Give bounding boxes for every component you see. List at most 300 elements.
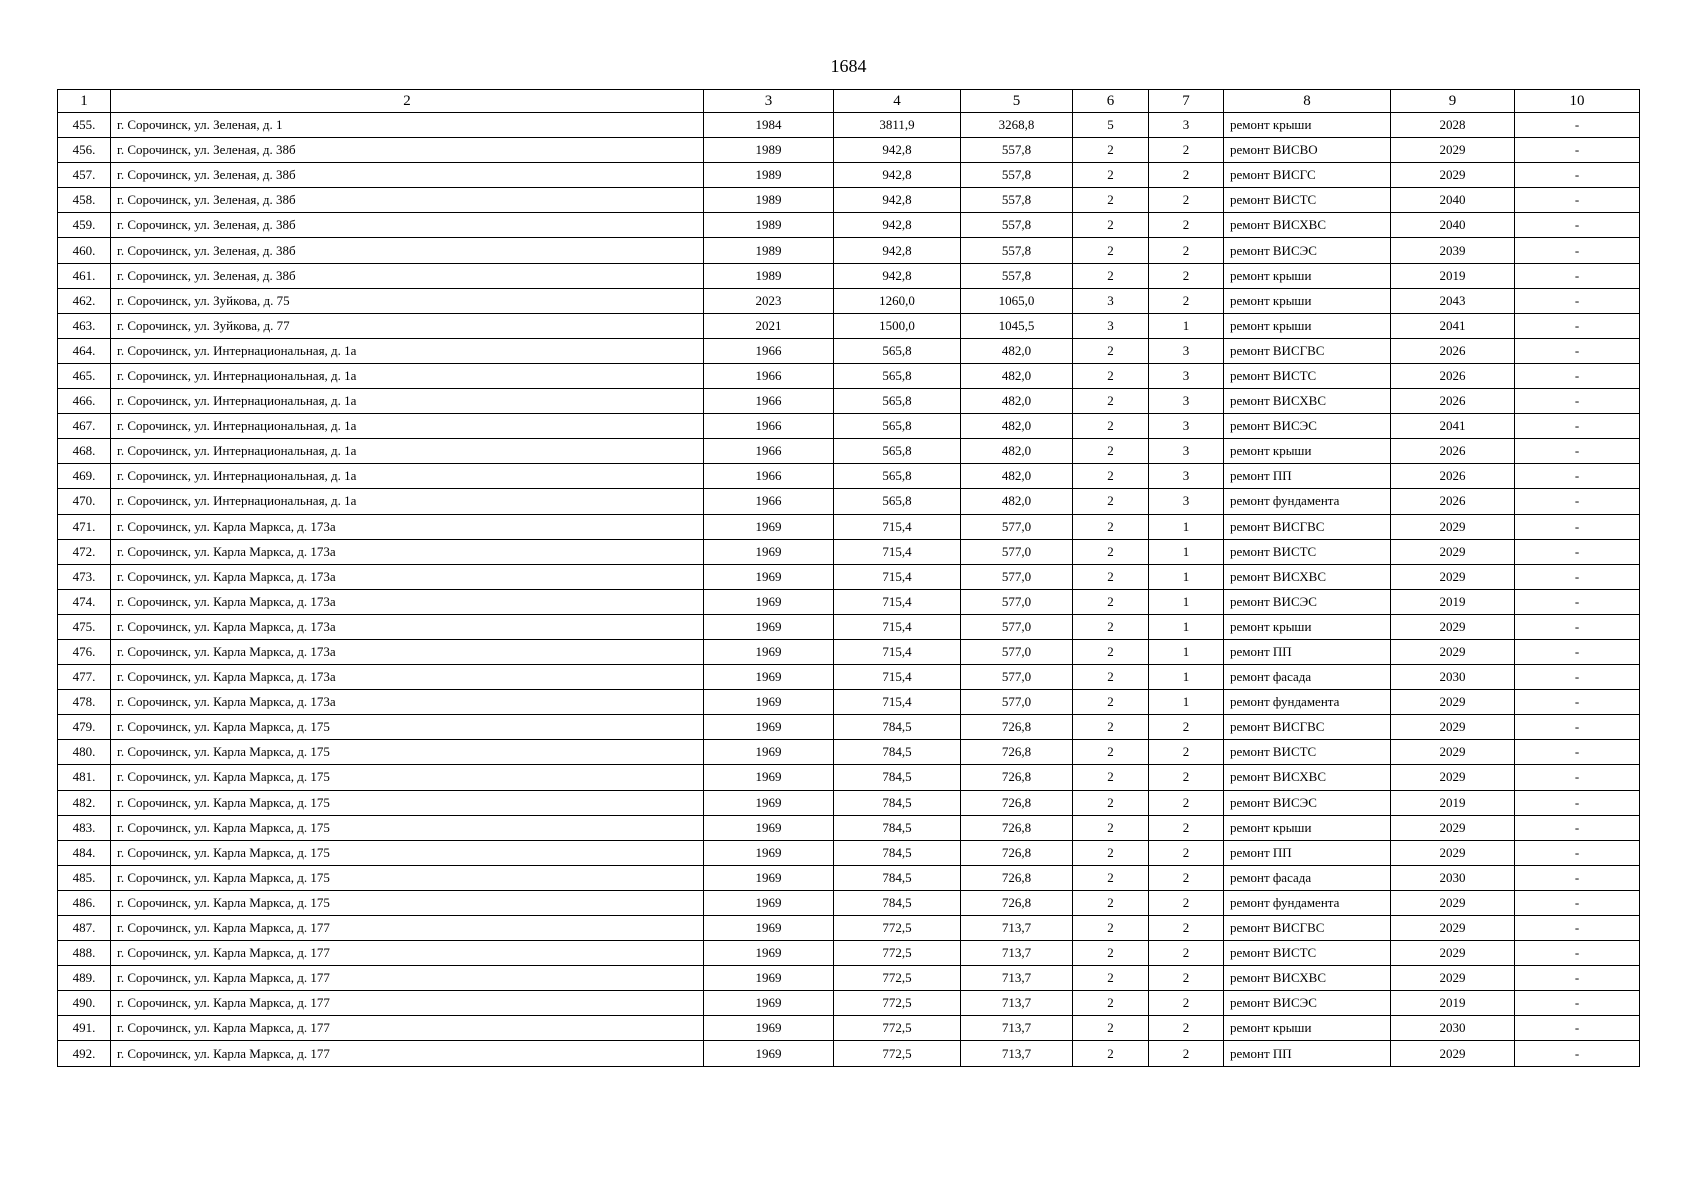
entrances-cell: 3 bbox=[1149, 489, 1224, 514]
year-built-cell: 1969 bbox=[704, 966, 834, 991]
floors-cell: 2 bbox=[1073, 464, 1149, 489]
row-number-cell: 476. bbox=[58, 639, 111, 664]
entrances-cell: 1 bbox=[1149, 639, 1224, 664]
row-number-cell: 478. bbox=[58, 690, 111, 715]
total-area-cell: 784,5 bbox=[834, 790, 961, 815]
row-number-cell: 463. bbox=[58, 313, 111, 338]
floors-cell: 5 bbox=[1073, 113, 1149, 138]
row-number-cell: 457. bbox=[58, 163, 111, 188]
year-built-cell: 1969 bbox=[704, 765, 834, 790]
living-area-cell: 577,0 bbox=[961, 690, 1073, 715]
floors-cell: 2 bbox=[1073, 414, 1149, 439]
total-area-cell: 942,8 bbox=[834, 238, 961, 263]
year-built-cell: 1969 bbox=[704, 815, 834, 840]
living-area-cell: 1045,5 bbox=[961, 313, 1073, 338]
row-number-cell: 487. bbox=[58, 916, 111, 941]
work-type-cell: ремонт фундамента bbox=[1224, 489, 1391, 514]
address-cell: г. Сорочинск, ул. Карла Маркса, д. 175 bbox=[111, 790, 704, 815]
table-row bbox=[58, 614, 1640, 639]
planned-year-cell: 2029 bbox=[1391, 966, 1515, 991]
living-area-cell: 482,0 bbox=[961, 338, 1073, 363]
total-area-cell: 715,4 bbox=[834, 665, 961, 690]
address-cell: г. Сорочинск, ул. Карла Маркса, д. 177 bbox=[111, 916, 704, 941]
work-type-cell: ремонт крыши bbox=[1224, 815, 1391, 840]
page-number: 1684 bbox=[830, 56, 867, 76]
year-built-cell: 1969 bbox=[704, 514, 834, 539]
living-area-cell: 726,8 bbox=[961, 790, 1073, 815]
total-area-cell: 772,5 bbox=[834, 941, 961, 966]
address-cell: г. Сорочинск, ул. Карла Маркса, д. 175 bbox=[111, 840, 704, 865]
row-number-cell: 477. bbox=[58, 665, 111, 690]
work-type-cell: ремонт ВИСХВС bbox=[1224, 564, 1391, 589]
table-body bbox=[58, 113, 1640, 1067]
table-row bbox=[58, 589, 1640, 614]
entrances-cell: 2 bbox=[1149, 966, 1224, 991]
work-type-cell: ремонт крыши bbox=[1224, 614, 1391, 639]
note-cell: - bbox=[1515, 916, 1640, 941]
note-cell: - bbox=[1515, 941, 1640, 966]
total-area-cell: 772,5 bbox=[834, 916, 961, 941]
living-area-cell: 482,0 bbox=[961, 439, 1073, 464]
address-cell: г. Сорочинск, ул. Интернациональная, д. 1а bbox=[111, 338, 704, 363]
entrances-cell: 2 bbox=[1149, 213, 1224, 238]
row-number-cell: 490. bbox=[58, 991, 111, 1016]
year-built-cell: 1989 bbox=[704, 163, 834, 188]
address-cell: г. Сорочинск, ул. Карла Маркса, д. 177 bbox=[111, 1016, 704, 1041]
total-area-cell: 772,5 bbox=[834, 991, 961, 1016]
table-header-row bbox=[58, 90, 1640, 113]
note-cell: - bbox=[1515, 589, 1640, 614]
living-area-cell: 726,8 bbox=[961, 840, 1073, 865]
address-cell: г. Сорочинск, ул. Интернациональная, д. 1а bbox=[111, 489, 704, 514]
table-row bbox=[58, 715, 1640, 740]
total-area-cell: 715,4 bbox=[834, 564, 961, 589]
row-number-cell: 464. bbox=[58, 338, 111, 363]
table-row bbox=[58, 489, 1640, 514]
year-built-cell: 2021 bbox=[704, 313, 834, 338]
total-area-cell: 784,5 bbox=[834, 840, 961, 865]
year-built-cell: 1969 bbox=[704, 564, 834, 589]
living-area-cell: 557,8 bbox=[961, 238, 1073, 263]
total-area-cell: 715,4 bbox=[834, 589, 961, 614]
table-row bbox=[58, 890, 1640, 915]
floors-cell: 2 bbox=[1073, 489, 1149, 514]
address-cell: г. Сорочинск, ул. Карла Маркса, д. 173а bbox=[111, 589, 704, 614]
living-area-cell: 726,8 bbox=[961, 740, 1073, 765]
entrances-cell: 1 bbox=[1149, 690, 1224, 715]
work-type-cell: ремонт фундамента bbox=[1224, 690, 1391, 715]
planned-year-cell: 2029 bbox=[1391, 690, 1515, 715]
entrances-cell: 2 bbox=[1149, 815, 1224, 840]
work-type-cell: ремонт ВИСГС bbox=[1224, 163, 1391, 188]
note-cell: - bbox=[1515, 313, 1640, 338]
floors-cell: 2 bbox=[1073, 916, 1149, 941]
living-area-cell: 482,0 bbox=[961, 489, 1073, 514]
entrances-cell: 2 bbox=[1149, 1016, 1224, 1041]
floors-cell: 2 bbox=[1073, 665, 1149, 690]
work-type-cell: ремонт ВИСТС bbox=[1224, 539, 1391, 564]
living-area-cell: 726,8 bbox=[961, 715, 1073, 740]
total-area-cell: 942,8 bbox=[834, 138, 961, 163]
year-built-cell: 1966 bbox=[704, 414, 834, 439]
note-cell: - bbox=[1515, 765, 1640, 790]
note-cell: - bbox=[1515, 665, 1640, 690]
total-area-cell: 565,8 bbox=[834, 389, 961, 414]
living-area-cell: 713,7 bbox=[961, 966, 1073, 991]
planned-year-cell: 2029 bbox=[1391, 539, 1515, 564]
work-type-cell: ремонт ВИСЭС bbox=[1224, 991, 1391, 1016]
year-built-cell: 1966 bbox=[704, 464, 834, 489]
entrances-cell: 3 bbox=[1149, 464, 1224, 489]
address-cell: г. Сорочинск, ул. Карла Маркса, д. 177 bbox=[111, 941, 704, 966]
year-built-cell: 1969 bbox=[704, 690, 834, 715]
floors-cell: 2 bbox=[1073, 966, 1149, 991]
entrances-cell: 2 bbox=[1149, 740, 1224, 765]
total-area-cell: 565,8 bbox=[834, 489, 961, 514]
note-cell: - bbox=[1515, 539, 1640, 564]
planned-year-cell: 2029 bbox=[1391, 916, 1515, 941]
entrances-cell: 2 bbox=[1149, 138, 1224, 163]
row-number-cell: 485. bbox=[58, 865, 111, 890]
row-number-cell: 489. bbox=[58, 966, 111, 991]
address-cell: г. Сорочинск, ул. Зуйкова, д. 75 bbox=[111, 288, 704, 313]
planned-year-cell: 2040 bbox=[1391, 213, 1515, 238]
entrances-cell: 2 bbox=[1149, 263, 1224, 288]
work-type-cell: ремонт ПП bbox=[1224, 1041, 1391, 1066]
address-cell: г. Сорочинск, ул. Зуйкова, д. 77 bbox=[111, 313, 704, 338]
row-number-cell: 492. bbox=[58, 1041, 111, 1066]
planned-year-cell: 2019 bbox=[1391, 790, 1515, 815]
table-row bbox=[58, 439, 1640, 464]
total-area-cell: 1500,0 bbox=[834, 313, 961, 338]
total-area-cell: 715,4 bbox=[834, 514, 961, 539]
entrances-cell: 1 bbox=[1149, 589, 1224, 614]
row-number-cell: 474. bbox=[58, 589, 111, 614]
table-row bbox=[58, 389, 1640, 414]
living-area-cell: 482,0 bbox=[961, 464, 1073, 489]
entrances-cell: 2 bbox=[1149, 840, 1224, 865]
note-cell: - bbox=[1515, 690, 1640, 715]
row-number-cell: 470. bbox=[58, 489, 111, 514]
note-cell: - bbox=[1515, 715, 1640, 740]
note-cell: - bbox=[1515, 288, 1640, 313]
row-number-cell: 484. bbox=[58, 840, 111, 865]
row-number-cell: 473. bbox=[58, 564, 111, 589]
note-cell: - bbox=[1515, 815, 1640, 840]
table-row bbox=[58, 163, 1640, 188]
address-cell: г. Сорочинск, ул. Карла Маркса, д. 177 bbox=[111, 991, 704, 1016]
note-cell: - bbox=[1515, 414, 1640, 439]
address-cell: г. Сорочинск, ул. Карла Маркса, д. 173а bbox=[111, 639, 704, 664]
row-number-cell: 475. bbox=[58, 614, 111, 639]
floors-cell: 3 bbox=[1073, 288, 1149, 313]
year-built-cell: 1966 bbox=[704, 489, 834, 514]
living-area-cell: 713,7 bbox=[961, 941, 1073, 966]
living-area-cell: 1065,0 bbox=[961, 288, 1073, 313]
entrances-cell: 2 bbox=[1149, 188, 1224, 213]
address-cell: г. Сорочинск, ул. Зеленая, д. 38б bbox=[111, 213, 704, 238]
table-row bbox=[58, 865, 1640, 890]
table-row bbox=[58, 213, 1640, 238]
row-number-cell: 458. bbox=[58, 188, 111, 213]
planned-year-cell: 2041 bbox=[1391, 414, 1515, 439]
table-row bbox=[58, 740, 1640, 765]
floors-cell: 2 bbox=[1073, 865, 1149, 890]
total-area-cell: 565,8 bbox=[834, 363, 961, 388]
floors-cell: 3 bbox=[1073, 313, 1149, 338]
note-cell: - bbox=[1515, 489, 1640, 514]
year-built-cell: 1989 bbox=[704, 188, 834, 213]
entrances-cell: 2 bbox=[1149, 288, 1224, 313]
table-row bbox=[58, 313, 1640, 338]
note-cell: - bbox=[1515, 966, 1640, 991]
entrances-cell: 1 bbox=[1149, 313, 1224, 338]
planned-year-cell: 2029 bbox=[1391, 163, 1515, 188]
table-row bbox=[58, 639, 1640, 664]
planned-year-cell: 2026 bbox=[1391, 489, 1515, 514]
table-row bbox=[58, 363, 1640, 388]
floors-cell: 2 bbox=[1073, 263, 1149, 288]
total-area-cell: 565,8 bbox=[834, 414, 961, 439]
year-built-cell: 1969 bbox=[704, 639, 834, 664]
work-type-cell: ремонт ВИСЭС bbox=[1224, 589, 1391, 614]
address-cell: г. Сорочинск, ул. Интернациональная, д. 1а bbox=[111, 414, 704, 439]
floors-cell: 2 bbox=[1073, 514, 1149, 539]
entrances-cell: 2 bbox=[1149, 790, 1224, 815]
work-type-cell: ремонт ВИСТС bbox=[1224, 188, 1391, 213]
floors-cell: 2 bbox=[1073, 639, 1149, 664]
address-cell: г. Сорочинск, ул. Зеленая, д. 38б bbox=[111, 188, 704, 213]
table-row bbox=[58, 288, 1640, 313]
entrances-cell: 1 bbox=[1149, 665, 1224, 690]
note-cell: - bbox=[1515, 138, 1640, 163]
row-number-cell: 479. bbox=[58, 715, 111, 740]
floors-cell: 2 bbox=[1073, 991, 1149, 1016]
row-number-cell: 465. bbox=[58, 363, 111, 388]
table-row bbox=[58, 138, 1640, 163]
living-area-cell: 3268,8 bbox=[961, 113, 1073, 138]
table-row bbox=[58, 941, 1640, 966]
table-row bbox=[58, 238, 1640, 263]
row-number-cell: 462. bbox=[58, 288, 111, 313]
work-type-cell: ремонт фасада bbox=[1224, 665, 1391, 690]
total-area-cell: 784,5 bbox=[834, 865, 961, 890]
repair-schedule-table bbox=[57, 89, 1640, 1067]
year-built-cell: 1984 bbox=[704, 113, 834, 138]
entrances-cell: 2 bbox=[1149, 991, 1224, 1016]
living-area-cell: 557,8 bbox=[961, 213, 1073, 238]
planned-year-cell: 2029 bbox=[1391, 765, 1515, 790]
work-type-cell: ремонт крыши bbox=[1224, 439, 1391, 464]
column-header-2: 2 bbox=[111, 90, 704, 113]
floors-cell: 2 bbox=[1073, 238, 1149, 263]
work-type-cell: ремонт ВИСТС bbox=[1224, 941, 1391, 966]
row-number-cell: 459. bbox=[58, 213, 111, 238]
planned-year-cell: 2029 bbox=[1391, 1041, 1515, 1066]
planned-year-cell: 2029 bbox=[1391, 138, 1515, 163]
year-built-cell: 1989 bbox=[704, 238, 834, 263]
note-cell: - bbox=[1515, 238, 1640, 263]
total-area-cell: 942,8 bbox=[834, 163, 961, 188]
work-type-cell: ремонт ВИСХВС bbox=[1224, 966, 1391, 991]
address-cell: г. Сорочинск, ул. Карла Маркса, д. 177 bbox=[111, 1041, 704, 1066]
row-number-cell: 467. bbox=[58, 414, 111, 439]
entrances-cell: 1 bbox=[1149, 564, 1224, 589]
row-number-cell: 486. bbox=[58, 890, 111, 915]
living-area-cell: 577,0 bbox=[961, 514, 1073, 539]
work-type-cell: ремонт крыши bbox=[1224, 288, 1391, 313]
table-row bbox=[58, 113, 1640, 138]
work-type-cell: ремонт фундамента bbox=[1224, 890, 1391, 915]
note-cell: - bbox=[1515, 740, 1640, 765]
entrances-cell: 3 bbox=[1149, 389, 1224, 414]
entrances-cell: 3 bbox=[1149, 439, 1224, 464]
entrances-cell: 1 bbox=[1149, 614, 1224, 639]
table-row bbox=[58, 263, 1640, 288]
planned-year-cell: 2019 bbox=[1391, 589, 1515, 614]
note-cell: - bbox=[1515, 564, 1640, 589]
living-area-cell: 577,0 bbox=[961, 589, 1073, 614]
total-area-cell: 565,8 bbox=[834, 338, 961, 363]
total-area-cell: 942,8 bbox=[834, 188, 961, 213]
total-area-cell: 715,4 bbox=[834, 690, 961, 715]
entrances-cell: 3 bbox=[1149, 363, 1224, 388]
planned-year-cell: 2040 bbox=[1391, 188, 1515, 213]
address-cell: г. Сорочинск, ул. Зеленая, д. 38б bbox=[111, 138, 704, 163]
living-area-cell: 713,7 bbox=[961, 991, 1073, 1016]
living-area-cell: 713,7 bbox=[961, 1041, 1073, 1066]
address-cell: г. Сорочинск, ул. Карла Маркса, д. 173а bbox=[111, 665, 704, 690]
living-area-cell: 557,8 bbox=[961, 263, 1073, 288]
total-area-cell: 784,5 bbox=[834, 740, 961, 765]
floors-cell: 2 bbox=[1073, 815, 1149, 840]
table-row bbox=[58, 916, 1640, 941]
living-area-cell: 713,7 bbox=[961, 1016, 1073, 1041]
table-row bbox=[58, 514, 1640, 539]
living-area-cell: 726,8 bbox=[961, 765, 1073, 790]
work-type-cell: ремонт ВИСЭС bbox=[1224, 414, 1391, 439]
work-type-cell: ремонт ПП bbox=[1224, 840, 1391, 865]
table-row bbox=[58, 665, 1640, 690]
living-area-cell: 713,7 bbox=[961, 916, 1073, 941]
table-row bbox=[58, 840, 1640, 865]
living-area-cell: 577,0 bbox=[961, 665, 1073, 690]
column-header-6: 6 bbox=[1073, 90, 1149, 113]
work-type-cell: ремонт ПП bbox=[1224, 639, 1391, 664]
floors-cell: 2 bbox=[1073, 539, 1149, 564]
row-number-cell: 480. bbox=[58, 740, 111, 765]
planned-year-cell: 2026 bbox=[1391, 389, 1515, 414]
planned-year-cell: 2019 bbox=[1391, 263, 1515, 288]
note-cell: - bbox=[1515, 338, 1640, 363]
row-number-cell: 483. bbox=[58, 815, 111, 840]
floors-cell: 2 bbox=[1073, 614, 1149, 639]
planned-year-cell: 2029 bbox=[1391, 941, 1515, 966]
year-built-cell: 1966 bbox=[704, 439, 834, 464]
address-cell: г. Сорочинск, ул. Карла Маркса, д. 173а bbox=[111, 690, 704, 715]
floors-cell: 2 bbox=[1073, 690, 1149, 715]
planned-year-cell: 2029 bbox=[1391, 639, 1515, 664]
year-built-cell: 1969 bbox=[704, 790, 834, 815]
row-number-cell: 472. bbox=[58, 539, 111, 564]
living-area-cell: 577,0 bbox=[961, 564, 1073, 589]
total-area-cell: 3811,9 bbox=[834, 113, 961, 138]
total-area-cell: 715,4 bbox=[834, 614, 961, 639]
table-row bbox=[58, 790, 1640, 815]
column-header-3: 3 bbox=[704, 90, 834, 113]
note-cell: - bbox=[1515, 363, 1640, 388]
address-cell: г. Сорочинск, ул. Зеленая, д. 38б bbox=[111, 263, 704, 288]
work-type-cell: ремонт ВИСГВС bbox=[1224, 514, 1391, 539]
entrances-cell: 3 bbox=[1149, 338, 1224, 363]
work-type-cell: ремонт ВИСГВС bbox=[1224, 338, 1391, 363]
entrances-cell: 3 bbox=[1149, 113, 1224, 138]
planned-year-cell: 2026 bbox=[1391, 363, 1515, 388]
row-number-cell: 482. bbox=[58, 790, 111, 815]
floors-cell: 2 bbox=[1073, 138, 1149, 163]
row-number-cell: 491. bbox=[58, 1016, 111, 1041]
total-area-cell: 784,5 bbox=[834, 890, 961, 915]
table-row bbox=[58, 539, 1640, 564]
living-area-cell: 557,8 bbox=[961, 138, 1073, 163]
note-cell: - bbox=[1515, 840, 1640, 865]
year-built-cell: 1966 bbox=[704, 389, 834, 414]
work-type-cell: ремонт ВИСХВС bbox=[1224, 765, 1391, 790]
work-type-cell: ремонт ВИСВО bbox=[1224, 138, 1391, 163]
living-area-cell: 726,8 bbox=[961, 865, 1073, 890]
address-cell: г. Сорочинск, ул. Карла Маркса, д. 175 bbox=[111, 865, 704, 890]
total-area-cell: 565,8 bbox=[834, 439, 961, 464]
address-cell: г. Сорочинск, ул. Интернациональная, д. 1а bbox=[111, 439, 704, 464]
note-cell: - bbox=[1515, 439, 1640, 464]
address-cell: г. Сорочинск, ул. Карла Маркса, д. 175 bbox=[111, 890, 704, 915]
entrances-cell: 3 bbox=[1149, 414, 1224, 439]
year-built-cell: 1969 bbox=[704, 665, 834, 690]
year-built-cell: 1969 bbox=[704, 715, 834, 740]
entrances-cell: 1 bbox=[1149, 514, 1224, 539]
address-cell: г. Сорочинск, ул. Карла Маркса, д. 173а bbox=[111, 514, 704, 539]
column-header-8: 8 bbox=[1224, 90, 1391, 113]
living-area-cell: 577,0 bbox=[961, 639, 1073, 664]
row-number-cell: 460. bbox=[58, 238, 111, 263]
planned-year-cell: 2029 bbox=[1391, 614, 1515, 639]
work-type-cell: ремонт ВИСХВС bbox=[1224, 389, 1391, 414]
planned-year-cell: 2026 bbox=[1391, 464, 1515, 489]
year-built-cell: 1969 bbox=[704, 991, 834, 1016]
row-number-cell: 488. bbox=[58, 941, 111, 966]
column-header-4: 4 bbox=[834, 90, 961, 113]
entrances-cell: 2 bbox=[1149, 715, 1224, 740]
note-cell: - bbox=[1515, 639, 1640, 664]
table-row bbox=[58, 1016, 1640, 1041]
table-row bbox=[58, 765, 1640, 790]
work-type-cell: ремонт ВИСГВС bbox=[1224, 916, 1391, 941]
entrances-cell: 2 bbox=[1149, 1041, 1224, 1066]
work-type-cell: ремонт ВИСТС bbox=[1224, 740, 1391, 765]
year-built-cell: 1969 bbox=[704, 865, 834, 890]
year-built-cell: 1969 bbox=[704, 890, 834, 915]
year-built-cell: 1969 bbox=[704, 539, 834, 564]
note-cell: - bbox=[1515, 188, 1640, 213]
work-type-cell: ремонт фасада bbox=[1224, 865, 1391, 890]
address-cell: г. Сорочинск, ул. Карла Маркса, д. 177 bbox=[111, 966, 704, 991]
column-header-10: 10 bbox=[1515, 90, 1640, 113]
year-built-cell: 1969 bbox=[704, 916, 834, 941]
year-built-cell: 1969 bbox=[704, 941, 834, 966]
total-area-cell: 784,5 bbox=[834, 815, 961, 840]
year-built-cell: 1969 bbox=[704, 1041, 834, 1066]
row-number-cell: 469. bbox=[58, 464, 111, 489]
